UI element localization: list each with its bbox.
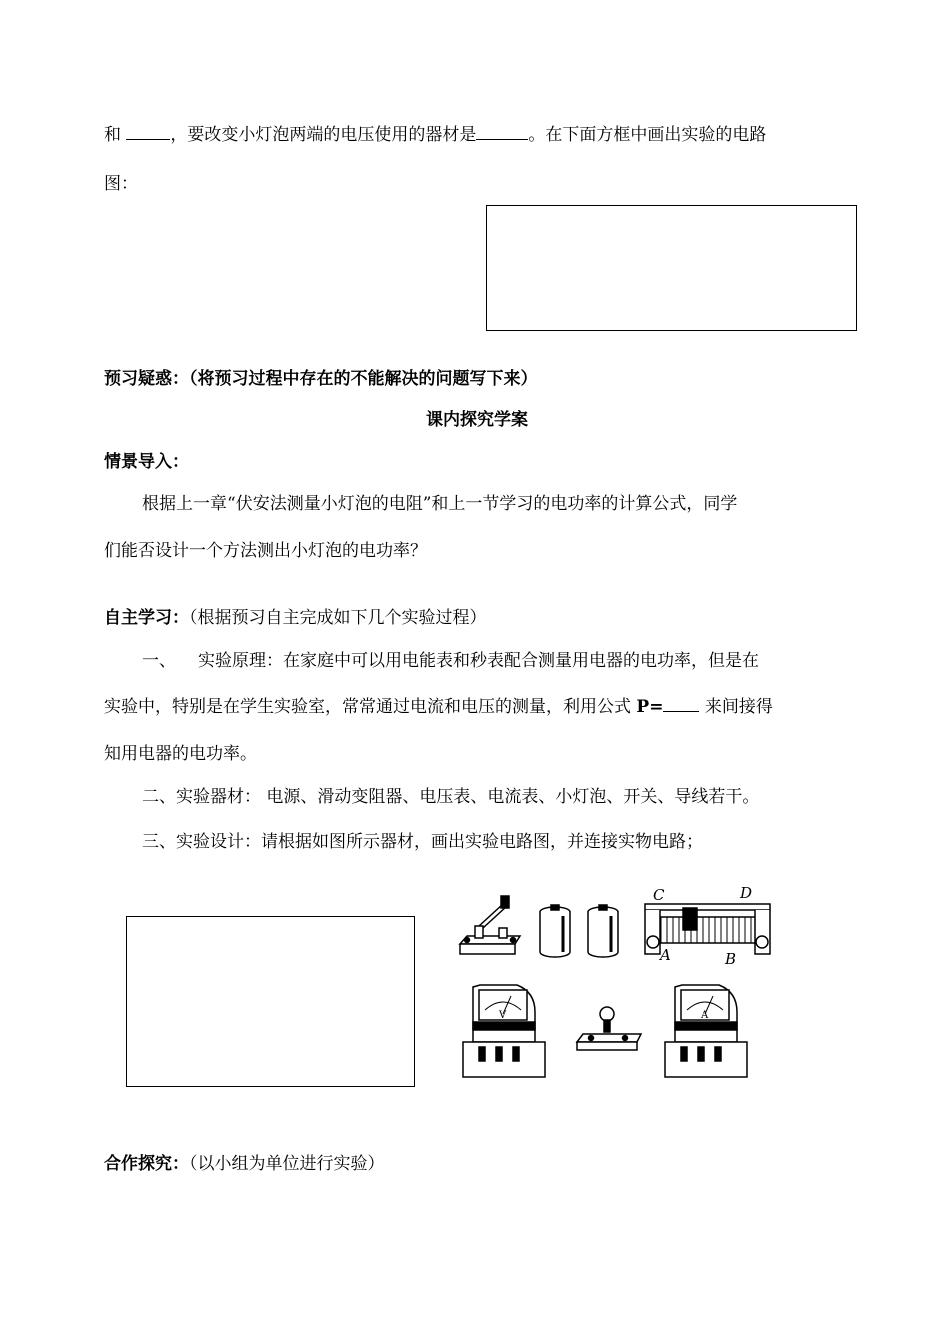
answer-blank-2[interactable] xyxy=(476,122,528,140)
rheostat-label-d: D xyxy=(740,884,753,902)
principle-line-2 xyxy=(104,692,850,717)
preview-doubts-label: 预习疑惑： xyxy=(104,369,189,389)
preview-doubts-text: （将预习过程中存在的不能解决的问题写下来） xyxy=(189,369,538,389)
principle-line-2-text-a: 实验中，特别是在学生实验室，常常通过电流和电压的测量，利用公式 xyxy=(104,697,637,717)
section-title: 课内探究学案 xyxy=(426,410,528,430)
rheostat-label-c: C xyxy=(653,886,665,904)
equipment-line: 二、实验器材： 电源、滑动变阻器、电压表、电流表、小灯泡、开关、导线若干。 xyxy=(142,787,760,807)
scenario-line-2: 们能否设计一个方法测出小灯泡的电功率？ xyxy=(104,541,427,561)
battery-image-2 xyxy=(588,905,618,957)
cooperative-text: （以小组为单位进行实验） xyxy=(189,1154,385,1174)
design-line: 三、实验设计：请根据如图所示器材，画出实验电路图，并连接实物电路； xyxy=(142,832,703,852)
principle-number: 一、 xyxy=(142,651,176,671)
battery-image-1 xyxy=(540,905,570,957)
ammeter-symbol: A xyxy=(701,1010,709,1021)
rheostat-label-a: A xyxy=(660,946,671,964)
self-study xyxy=(104,603,850,628)
preview-doubts xyxy=(104,364,850,389)
fill-line-2: 图： xyxy=(104,174,138,194)
answer-blank-1[interactable] xyxy=(126,122,170,140)
rheostat-label-b: B xyxy=(725,950,737,968)
equipment-illustration xyxy=(455,882,790,1087)
self-study-text: （根据预习自主完成如下几个实验过程） xyxy=(189,608,487,628)
circuit-drawing-box-2[interactable] xyxy=(126,916,415,1087)
principle-line-3: 知用电器的电功率。 xyxy=(104,744,257,764)
ammeter-image xyxy=(665,985,747,1077)
cooperative xyxy=(104,1149,850,1174)
principle-line-2-text-b: 来间接得 xyxy=(699,697,773,717)
formula-label: P= xyxy=(636,697,664,717)
formula-blank[interactable] xyxy=(663,694,699,712)
cooperative-label: 合作探究： xyxy=(104,1154,189,1174)
fill-line-1 xyxy=(104,120,850,145)
scenario-label: 情景导入： xyxy=(104,452,189,472)
scenario-line-1: 根据上一章“伏安法测量小灯泡的电阻”和上一节学习的电功率的计算公式，同学 xyxy=(142,494,738,514)
fill-line-1-text-c: 。在下面方框中画出实验的电路 xyxy=(528,125,767,145)
knife-switch-image xyxy=(460,896,520,954)
self-study-label: 自主学习： xyxy=(104,608,189,628)
circuit-drawing-box-1[interactable] xyxy=(486,205,857,331)
voltmeter-symbol: V xyxy=(499,1010,507,1021)
light-bulb-image xyxy=(577,1007,641,1050)
principle-line-1 xyxy=(142,646,888,671)
fill-line-1-text-a: 和 xyxy=(104,125,127,145)
voltmeter-image xyxy=(463,985,545,1077)
fill-line-1-text-b: ，要改变小灯泡两端的电压使用的器材是 xyxy=(170,125,477,145)
principle-line-1-text: 实验原理：在家庭中可以用电能表和秒表配合测量用电器的电功率，但是在 xyxy=(198,651,759,671)
